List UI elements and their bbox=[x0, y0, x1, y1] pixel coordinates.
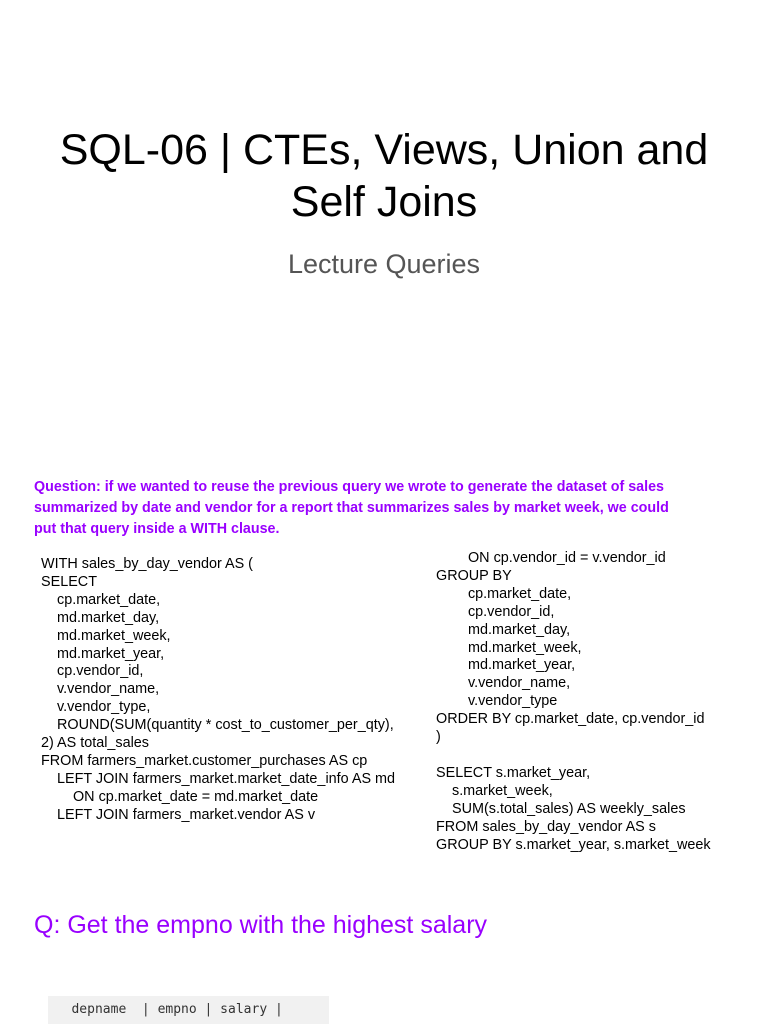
code-line: md.market_year, bbox=[436, 657, 576, 674]
question-line: put that query inside a WITH clause. bbox=[34, 521, 280, 537]
code-line: FROM farmers_market.customer_purchases AS cp bbox=[41, 752, 368, 769]
code-line: cp.market_date, bbox=[436, 585, 572, 602]
code-line: ON cp.vendor_id = v.vendor_id bbox=[436, 550, 666, 566]
code-line: FROM sales_by_day_vendor AS s bbox=[436, 818, 656, 835]
code-line-blank bbox=[436, 747, 711, 765]
code-line: s.market_week, bbox=[436, 782, 553, 799]
code-line: ROUND(SUM(quantity * cost_to_customer_per_qty), bbox=[41, 717, 394, 734]
code-line: SUM(s.total_sales) AS weekly_sales bbox=[436, 800, 686, 817]
code-line: md.market_week, bbox=[436, 639, 582, 656]
question-line: Question: if we wanted to reuse the previous query we wrote to generate the dataset of sales bbox=[34, 479, 665, 495]
slide-title-line-2: Self Joins bbox=[290, 178, 478, 226]
slide-title bbox=[0, 124, 768, 228]
code-line: md.market_year, bbox=[41, 645, 165, 662]
code-line: cp.vendor_id, bbox=[41, 663, 144, 680]
result-table-header: depname | empno | salary | bbox=[48, 996, 329, 1024]
code-line: SELECT bbox=[41, 573, 97, 590]
code-line: WITH sales_by_day_vendor AS ( bbox=[41, 556, 253, 572]
code-line: v.vendor_name, bbox=[41, 681, 160, 698]
code-line: LEFT JOIN farmers_market.vendor AS v bbox=[41, 806, 316, 823]
code-line: md.market_day, bbox=[436, 621, 571, 638]
sql-code-right-column bbox=[436, 550, 711, 854]
code-line: GROUP BY bbox=[436, 567, 512, 584]
code-line: v.vendor_name, bbox=[436, 675, 571, 692]
code-line: md.market_day, bbox=[41, 609, 160, 626]
sql-code-left-column bbox=[41, 556, 395, 825]
code-line: md.market_week, bbox=[41, 627, 171, 644]
question-paragraph bbox=[34, 477, 734, 540]
code-line: SELECT s.market_year, bbox=[436, 764, 591, 781]
question-line: summarized by date and vendor for a report that summarizes sales by market week, we could bbox=[34, 500, 669, 516]
code-line: ) bbox=[436, 729, 441, 746]
code-line: v.vendor_type, bbox=[41, 699, 151, 716]
code-line: LEFT JOIN farmers_market.market_date_info AS md bbox=[41, 770, 396, 787]
code-line: cp.vendor_id, bbox=[436, 603, 555, 620]
question-heading: Q: Get the empno with the highest salary bbox=[34, 911, 488, 939]
code-line: 2) AS total_sales bbox=[41, 735, 149, 752]
code-line: cp.market_date, bbox=[41, 591, 161, 608]
code-line: v.vendor_type bbox=[436, 693, 558, 710]
slide-title-line-1: SQL-06 | CTEs, Views, Union and bbox=[59, 126, 709, 174]
code-line: ORDER BY cp.market_date, cp.vendor_id bbox=[436, 711, 705, 728]
code-line: ON cp.market_date = md.market_date bbox=[41, 788, 319, 805]
code-line: GROUP BY s.market_year, s.market_week bbox=[436, 836, 711, 853]
slide-subtitle: Lecture Queries bbox=[287, 249, 481, 279]
